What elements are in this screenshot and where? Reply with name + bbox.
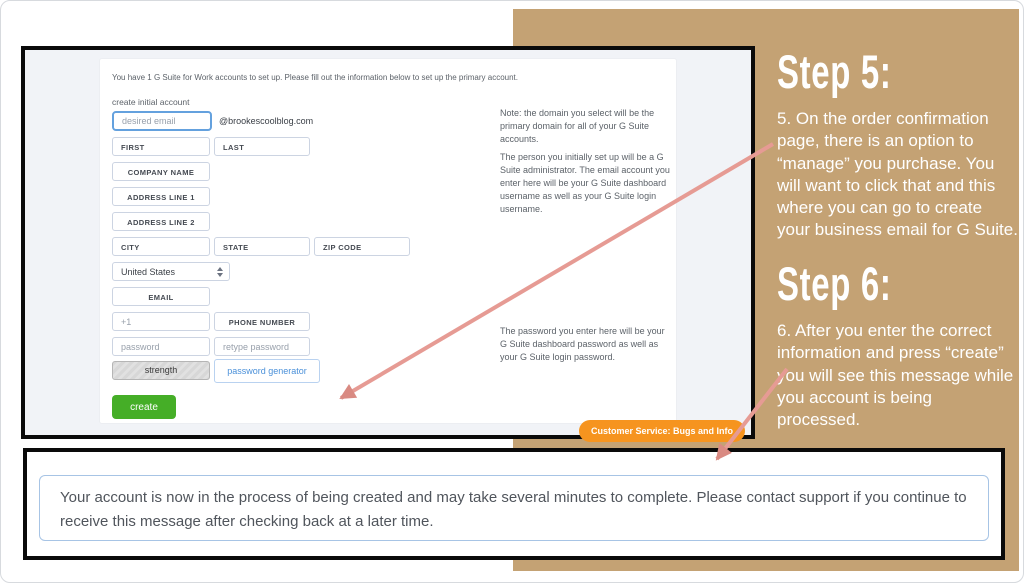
password-note: The password you enter here will be your G Suite dashboard password as well as your G Suite login password. [500,326,665,363]
email-input[interactable] [112,287,210,306]
phone-country-code-input[interactable] [112,312,210,331]
address-line2-input[interactable] [112,212,210,231]
zip-code-input[interactable] [314,237,410,256]
last-name-input[interactable] [214,137,310,156]
step5-body: 5. On the order confirmation page, there is an option to “manage” you purchase. You will want to click that and this where you can go to create your business email for G Suite. [777,109,1018,239]
gsuite-setup-card [99,58,677,424]
step5-annotation [777,47,1019,241]
city-state-zip-row [112,237,410,256]
phone-number-input[interactable] [214,312,310,331]
retype-password-input[interactable] [214,337,310,356]
status-message-text: Your account is now in the process of being created and may take several minutes to complete. Please contact support if you continue to receive this message after checking back at a later time. [60,489,967,530]
password-generator-button[interactable]: password generator [214,359,320,383]
customer-service-badge[interactable]: Customer Service: Bugs and Info [579,420,745,442]
admin-note: The person you initially set up will be a G Suite administrator. The email account you enter here will be your G Suite dashboard username as well as your G Suite login username. [500,152,670,215]
status-message-box [39,475,989,541]
country-select-value: United States [121,266,176,277]
name-row [112,137,310,156]
address2-row [112,212,210,231]
first-name-input[interactable] [112,137,210,156]
step5-title: Step 5: [777,45,892,98]
create-account-section-label: create initial account [112,97,190,107]
strength-row [112,361,320,383]
state-input[interactable] [214,237,310,256]
step6-annotation [777,259,1019,431]
country-row [112,262,230,281]
company-name-input[interactable] [112,162,210,181]
create-button[interactable]: create [112,395,176,419]
gsuite-setup-window [21,46,755,439]
password-strength-meter: strength [112,361,210,380]
address-line1-input[interactable] [112,187,210,206]
password-input[interactable] [112,337,210,356]
phone-row [112,312,310,331]
domain-suffix-label: @brookescoolblog.com [219,116,314,126]
domain-note: Note: the domain you select will be the primary domain for all of your G Suite accounts. [500,108,655,145]
address1-row [112,187,210,206]
create-row [112,395,176,419]
company-row [112,162,210,181]
desired-email-input[interactable] [112,111,212,131]
step6-body: 6. After you enter the correct information and press “create” you will see this message while you account is being processed. [777,321,1014,429]
email-row [112,287,210,306]
password-row [112,337,310,356]
setup-intro-text: You have 1 G Suite for Work accounts to set up. Please fill out the information below to set up the primary account. [112,73,518,82]
city-input[interactable] [112,237,210,256]
step6-title: Step 6: [777,257,892,310]
desired-email-row [112,111,313,131]
status-message-window [23,448,1005,560]
country-select[interactable] [112,262,230,281]
stepper-icon [217,267,223,277]
